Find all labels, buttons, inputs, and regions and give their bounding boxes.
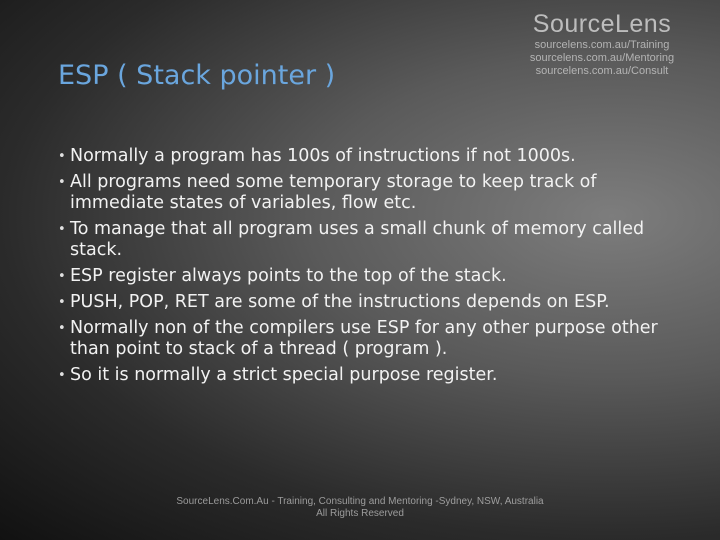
brand-block [502, 10, 702, 78]
slide-title: ESP ( Stack pointer ) [58, 60, 336, 91]
bullet-item: • Normally a program has 100s of instructions if not 1000s. [58, 146, 678, 167]
bullet-item: • So it is normally a strict special purpose register. [58, 365, 678, 386]
brand-link-consult: sourcelens.com.au/Consult [535, 65, 669, 77]
footer-line-company: SourceLens.Com.Au - Training, Consulting and Mentoring -Sydney, NSW, Australia [176, 496, 544, 507]
bullet-item: • All programs need some temporary storage to keep track of immediate states of variables, flow etc. [58, 172, 678, 214]
brand-link-mentoring: sourcelens.com.au/Mentoring [529, 52, 675, 64]
bullet-item: • Normally non of the compilers use ESP for any other purpose other than point to stack of a thread ( program ). [58, 318, 678, 360]
brand-logo-text: SourceLens [532, 10, 672, 38]
bullet-item: • PUSH, POP, RET are some of the instructions depends on ESP. [58, 292, 678, 313]
footer [160, 496, 560, 520]
brand-links [502, 39, 702, 78]
bullet-item: • To manage that all program uses a small chunk of memory called stack. [58, 219, 678, 261]
bullet-list [58, 146, 678, 391]
bullet-item: • ESP register always points to the top of the stack. [58, 266, 678, 287]
footer-line-rights: All Rights Reserved [316, 508, 404, 519]
brand-link-training: sourcelens.com.au/Training [534, 39, 670, 51]
